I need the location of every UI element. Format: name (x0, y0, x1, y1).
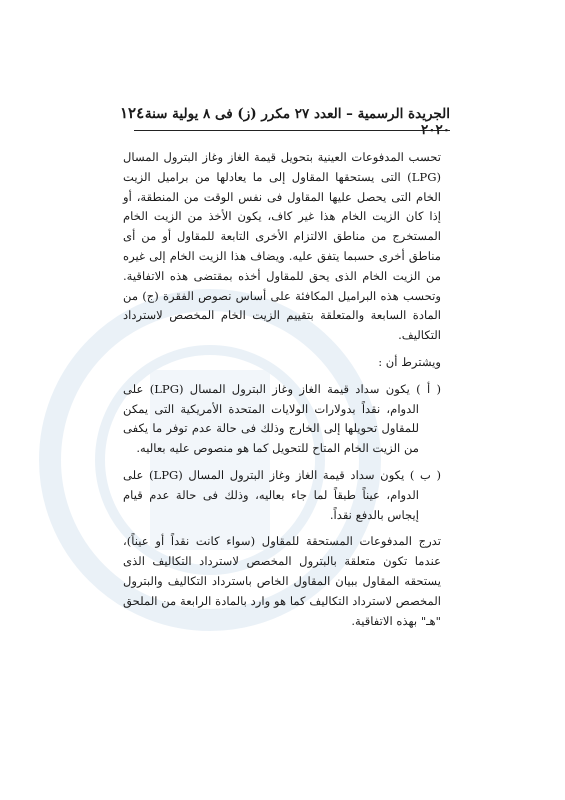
paragraph-conditions-intro: ويشترط أن : (378, 354, 441, 369)
paragraph-cost-recovery: تدرج المدفوعات المستحقة للمقاول (سواء كانت نقداً أو عيناً)، عندما تكون متعلقة بالبترول المخصص لاسترداد التكاليف الذى يستحقه المقاول ببيان المقاول الخاص باسترداد التكاليف والبترول المخصص لاسترداد التكاليف كما هو وارد بالمادة الرابعة من الملحق "هـ" بهذه الاتفاقية. (123, 534, 441, 628)
page-number: ١٢٤ (120, 104, 145, 122)
header-divider (134, 130, 450, 131)
page-header (120, 104, 450, 138)
document-body (123, 148, 441, 631)
paragraph-payment-in-kind: تحسب المدفوعات العينية بتحويل قيمة الغاز وغاز البترول المسال (LPG) التى يستحقها المقاول إلى ما يعادلها من براميل الزيت الخام التى يحصل عليها المقاول فى نفس الوقت من المنطقة، أو إذا كان الزيت الخام هذا غير كاف، يكون الأخذ من الزيت الخام المستخرج من مناطق الالتزام الأخرى التابعة للمقاول أو من أى مناطق أخرى حسبما يتفق عليه. ويضاف هذا الزيت الخام إلى غيره من الزيت الخام الذى يحق للمقاول أخذه بمقتضى هذه الاتفاقية. وتحسب هذه البراميل المكافئة على أساس نصوص الفقرة (ج) من المادة السابعة والمتعلقة بتقييم الزيت الخام المخصص لاسترداد التكاليف. (123, 150, 441, 343)
paragraph-condition-a: ( أ ) يكون سداد قيمة الغاز وغاز البترول المسال (LPG) على الدوام، نقداً بدولارات الولايات المتحدة الأمريكية التى يمكن للمقاول تحويلها إلى الخارج وذلك فى حالة عدم توفر ما يكفى من الزيت الخام المتاح للتحويل كما هو منصوص عليه بعاليه. (123, 381, 441, 456)
paragraph-condition-b: ( ب ) يكون سداد قيمة الغاز وغاز البترول المسال (LPG) على الدوام، عيناً طبقاً لما جاء بعاليه، وذلك فى حالة عدم قيام إيجاس بالدفع نقداً. (123, 467, 441, 522)
gazette-title: الجريدة الرسمية – العدد ٢٧ مكرر (ز) فى ٨ يولية سنة ٢٠٢٠ (144, 106, 450, 138)
